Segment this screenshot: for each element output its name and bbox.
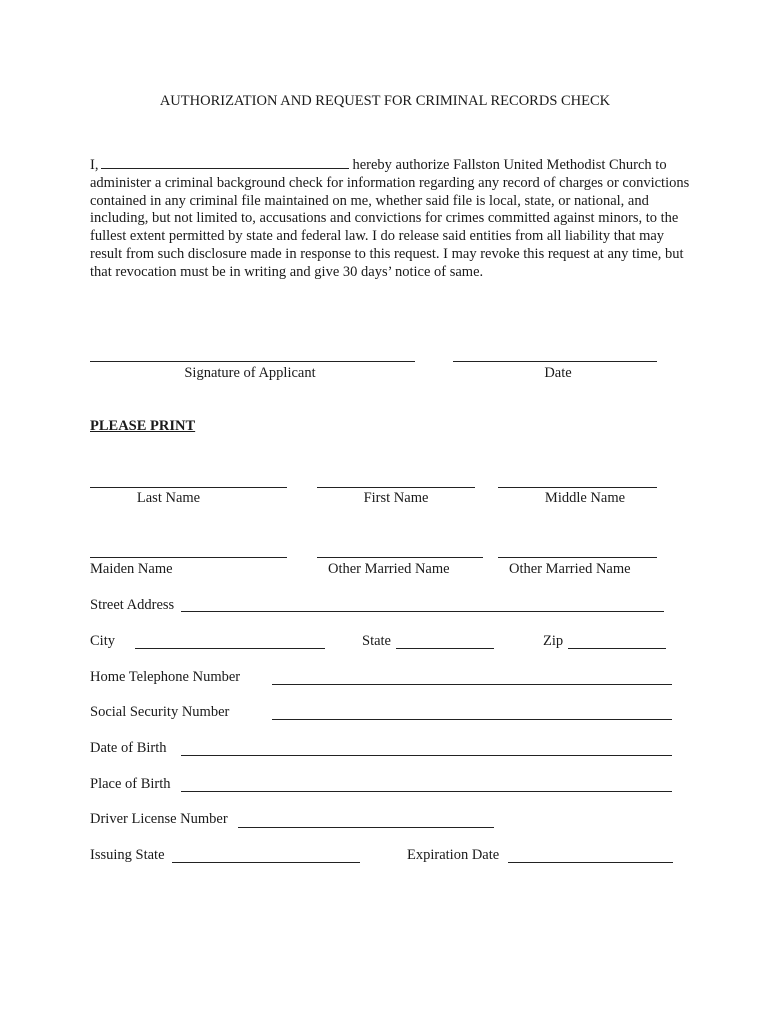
first-name-label: First Name	[363, 490, 429, 506]
city-label: City	[90, 633, 115, 649]
state-line[interactable]	[396, 648, 494, 649]
dob-label: Date of Birth	[90, 740, 167, 756]
street-address-label: Street Address	[90, 597, 175, 613]
issuing-state-label: Issuing State	[90, 847, 165, 863]
signature-line[interactable]	[90, 361, 415, 362]
ssn-line[interactable]	[272, 719, 672, 720]
zip-label: Zip	[543, 633, 564, 649]
other-married-name-line-2[interactable]	[498, 557, 657, 558]
date-line[interactable]	[453, 361, 657, 362]
driver-license-line[interactable]	[238, 827, 494, 828]
issuing-state-line[interactable]	[172, 862, 360, 863]
middle-name-line[interactable]	[498, 487, 657, 488]
maiden-name-label: Maiden Name	[90, 561, 173, 577]
last-name-line[interactable]	[90, 487, 287, 488]
dob-line[interactable]	[181, 755, 672, 756]
applicant-name-blank[interactable]	[101, 155, 349, 169]
last-name-label: Last Name	[136, 490, 201, 506]
authorization-paragraph	[90, 155, 690, 282]
other-married-name-line-1[interactable]	[317, 557, 483, 558]
document-title: AUTHORIZATION AND REQUEST FOR CRIMINAL RECORDS CHECK	[159, 93, 611, 109]
paragraph-prefix: I,	[90, 157, 99, 173]
expiration-date-label: Expiration Date	[407, 847, 500, 863]
ssn-label: Social Security Number	[90, 704, 230, 720]
zip-line[interactable]	[568, 648, 666, 649]
driver-license-label: Driver License Number	[90, 811, 228, 827]
home-phone-label: Home Telephone Number	[90, 669, 241, 685]
maiden-name-line[interactable]	[90, 557, 287, 558]
middle-name-label: Middle Name	[544, 490, 626, 506]
date-label: Date	[544, 365, 572, 381]
expiration-date-line[interactable]	[508, 862, 673, 863]
home-phone-line[interactable]	[272, 684, 672, 685]
pob-label: Place of Birth	[90, 776, 171, 792]
please-print-heading: PLEASE PRINT	[90, 418, 196, 434]
city-line[interactable]	[135, 648, 325, 649]
signature-label: Signature of Applicant	[184, 365, 316, 381]
paragraph-text: hereby authorize Fallston United Methodist Church to administer a criminal background check for information regarding any record of charges or convictions contained in any criminal file maintained on me, whether said file is local, state, or national, and including, but not limited to, accusations and convictions for crimes committed against minors, to the fullest extent permitted by state and federal law. I do release said entities from all liability that may result from such disclosure made in response to this request. I may revoke this request at any time, but that revocation must be in writing and give 30 days’ notice of same.	[90, 157, 690, 280]
first-name-line[interactable]	[317, 487, 475, 488]
pob-line[interactable]	[181, 791, 672, 792]
other-married-name-label-1: Other Married Name	[328, 561, 450, 577]
other-married-name-label-2: Other Married Name	[509, 561, 631, 577]
street-address-line[interactable]	[181, 611, 664, 612]
state-label: State	[362, 633, 391, 649]
